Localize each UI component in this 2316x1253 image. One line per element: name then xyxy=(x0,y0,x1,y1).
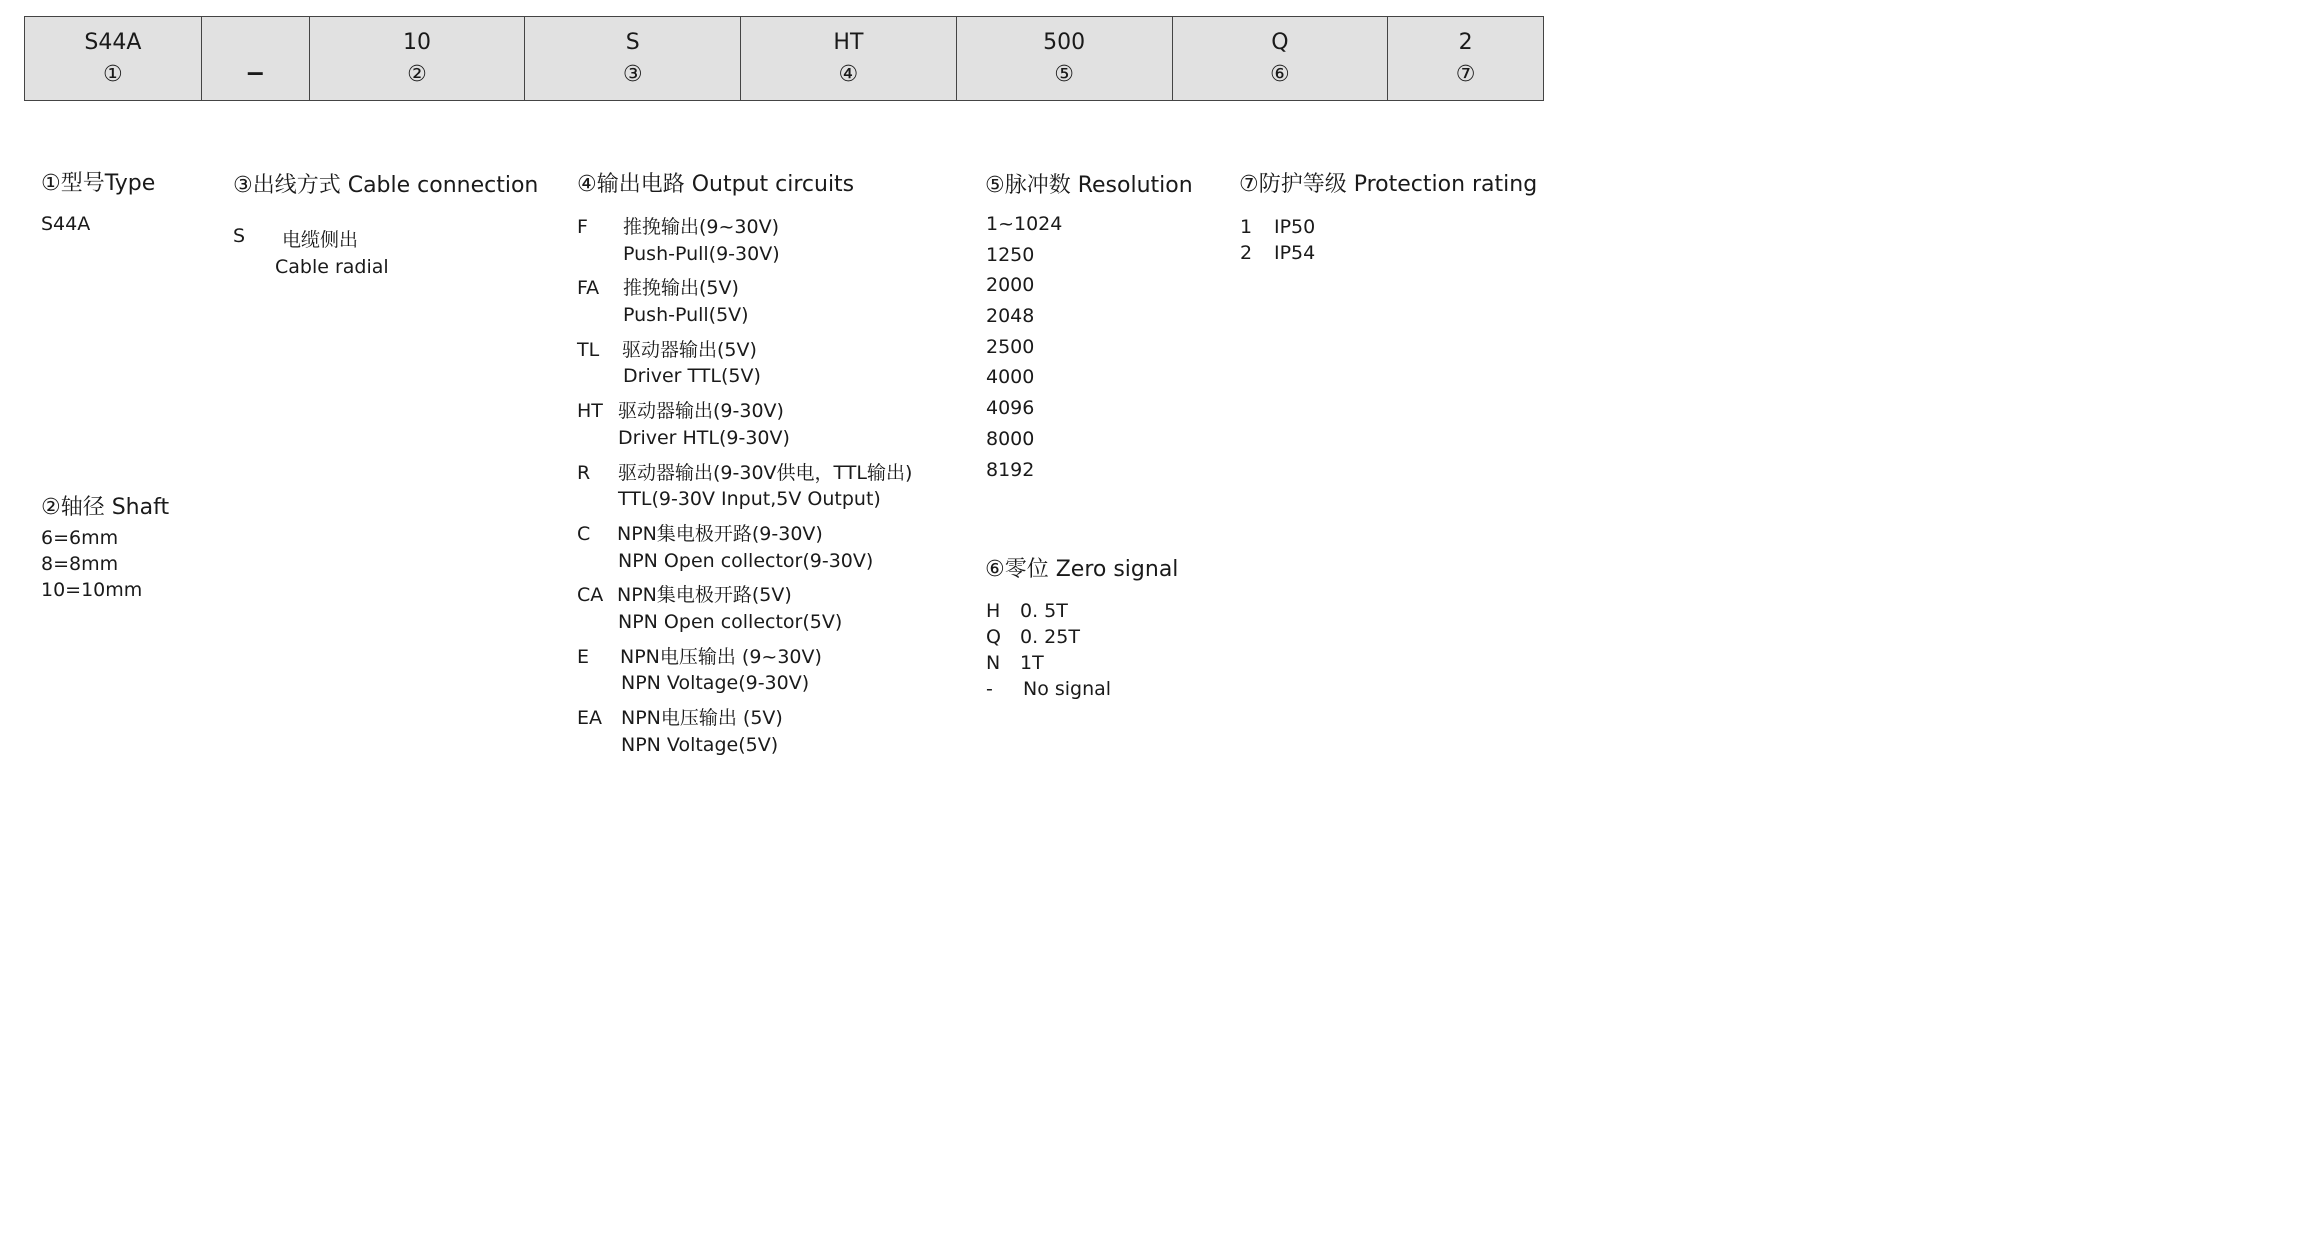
output-cn: NPN电压输出 (5V) xyxy=(621,707,783,729)
code-index: ② xyxy=(407,61,427,87)
output-item xyxy=(577,243,912,274)
output-code: R xyxy=(577,461,591,484)
code-index: ④ xyxy=(838,61,859,87)
resolution-item: 4000 xyxy=(986,366,1035,389)
output-code: E xyxy=(577,645,590,668)
output-en: Push-Pull(5V) xyxy=(623,304,749,327)
type-item: S44A xyxy=(41,213,91,235)
output-cn: 驱动器输出(9-30V) xyxy=(618,400,784,423)
resolution-item: 1250 xyxy=(986,243,1035,266)
output-item xyxy=(577,427,912,458)
zero-value: 0. 25T xyxy=(1020,626,1080,648)
output-item xyxy=(577,488,912,519)
protection-item xyxy=(1240,242,1315,268)
code-cell-output xyxy=(741,17,957,100)
code-cell-zero xyxy=(1173,17,1389,100)
output-en: NPN Open collector(9-30V) xyxy=(618,549,874,572)
protection-value: IP54 xyxy=(1274,242,1316,264)
output-en: NPN Open collector(5V) xyxy=(618,610,843,633)
output-item xyxy=(577,273,912,304)
resolution-item: 8192 xyxy=(986,458,1035,481)
output-item xyxy=(577,396,912,427)
output-item xyxy=(577,335,912,366)
output-en: Driver TTL(5V) xyxy=(623,365,761,388)
code-index: ③ xyxy=(622,61,643,87)
code-value: HT xyxy=(833,29,864,55)
output-code: EA xyxy=(577,707,603,729)
output-item xyxy=(577,212,912,243)
output-cn: 推挽输出(9~30V) xyxy=(623,216,780,238)
code-cell-cable xyxy=(525,17,741,100)
output-item xyxy=(577,611,912,642)
output-cn: 推挽输出(5V) xyxy=(623,277,739,300)
output-item xyxy=(577,365,912,396)
zero-code: - xyxy=(986,678,993,700)
shaft-item: 8=8mm xyxy=(41,553,119,575)
code-index: ⑦ xyxy=(1455,61,1476,87)
cable-title: ③出线方式 Cable connection xyxy=(233,173,539,198)
zero-title: ⑥零位 Zero signal xyxy=(985,557,1179,582)
output-code: FA xyxy=(577,277,600,300)
cable-cn: 电缆侧出 xyxy=(282,229,359,251)
output-code: HT xyxy=(577,400,603,423)
cable-code: S xyxy=(233,225,246,247)
code-cell-shaft xyxy=(310,17,526,100)
shaft-list xyxy=(41,527,142,605)
zero-code: H xyxy=(986,600,1001,622)
output-code: TL xyxy=(577,338,600,361)
resolution-item: 2000 xyxy=(986,274,1035,297)
protection-code: 2 xyxy=(1240,242,1253,264)
zero-value: 0. 5T xyxy=(1020,600,1068,622)
code-value: S44A xyxy=(84,29,142,55)
shaft-title: ②轴径 Shaft xyxy=(41,495,170,520)
output-cn: NPN集电极开路(5V) xyxy=(617,584,792,607)
code-cell-protection xyxy=(1388,17,1543,100)
code-value: 500 xyxy=(1043,29,1086,55)
output-item xyxy=(577,519,912,550)
output-en: Driver HTL(9-30V) xyxy=(618,426,790,449)
zero-code: Q xyxy=(986,626,1001,648)
code-value: 2 xyxy=(1458,29,1473,55)
zero-item xyxy=(986,678,1111,704)
code-value: Q xyxy=(1271,29,1289,55)
code-cell-separator xyxy=(202,17,310,100)
zero-value: 1T xyxy=(1020,652,1044,674)
output-item xyxy=(577,580,912,611)
output-code: CA xyxy=(577,584,604,607)
zero-value: No signal xyxy=(1023,678,1112,700)
resolution-list xyxy=(986,213,1062,489)
output-cn: NPN集电极开路(9-30V) xyxy=(617,522,823,545)
cable-en: Cable radial xyxy=(275,256,389,278)
output-item xyxy=(577,642,912,673)
code-separator: _ xyxy=(247,40,263,76)
protection-value: IP50 xyxy=(1274,216,1316,238)
code-value: 10 xyxy=(402,29,431,55)
output-item xyxy=(577,458,912,489)
zero-item xyxy=(986,626,1111,652)
resolution-item: 2500 xyxy=(986,335,1035,358)
zero-code: N xyxy=(986,652,1001,674)
output-code: C xyxy=(577,522,591,545)
output-cn: 驱动器输出(5V) xyxy=(622,338,757,361)
output-item xyxy=(577,304,912,335)
code-value: S xyxy=(625,29,640,55)
output-list xyxy=(577,212,912,764)
type-title: ①型号Type xyxy=(41,171,156,196)
zero-item xyxy=(986,600,1111,626)
resolution-title: ⑤脉冲数 Resolution xyxy=(985,173,1193,198)
output-code: F xyxy=(577,216,588,238)
output-item xyxy=(577,550,912,581)
resolution-item: 8000 xyxy=(986,427,1035,450)
output-item xyxy=(577,672,912,703)
zero-list xyxy=(986,600,1111,704)
shaft-item: 10=10mm xyxy=(41,579,143,601)
output-title: ④输出电路 Output circuits xyxy=(577,172,855,197)
code-index: ⑥ xyxy=(1269,61,1290,87)
protection-list xyxy=(1240,216,1315,268)
resolution-item: 1~1024 xyxy=(986,213,1063,235)
output-cn: 驱动器输出(9-30V供电，TTL输出) xyxy=(618,461,913,484)
protection-title: ⑦防护等级 Protection rating xyxy=(1239,172,1538,197)
resolution-item: 2048 xyxy=(986,305,1035,328)
output-en: NPN Voltage(5V) xyxy=(621,733,779,756)
output-item xyxy=(577,734,912,765)
output-cn: NPN电压输出 (9~30V) xyxy=(620,645,822,668)
output-item xyxy=(577,703,912,734)
protection-item xyxy=(1240,216,1315,242)
protection-code: 1 xyxy=(1240,216,1253,238)
code-index: ⑤ xyxy=(1054,61,1074,87)
zero-item xyxy=(986,652,1111,678)
model-code-table xyxy=(24,16,1544,101)
code-cell-resolution xyxy=(957,17,1173,100)
code-index: ① xyxy=(103,61,123,87)
shaft-item: 6=6mm xyxy=(41,527,119,549)
resolution-item: 4096 xyxy=(986,397,1035,420)
code-cell-type xyxy=(25,17,202,100)
output-en: TTL(9-30V Input,5V Output) xyxy=(618,488,881,511)
output-en: Push-Pull(9-30V) xyxy=(623,242,780,265)
output-en: NPN Voltage(9-30V) xyxy=(621,672,810,695)
